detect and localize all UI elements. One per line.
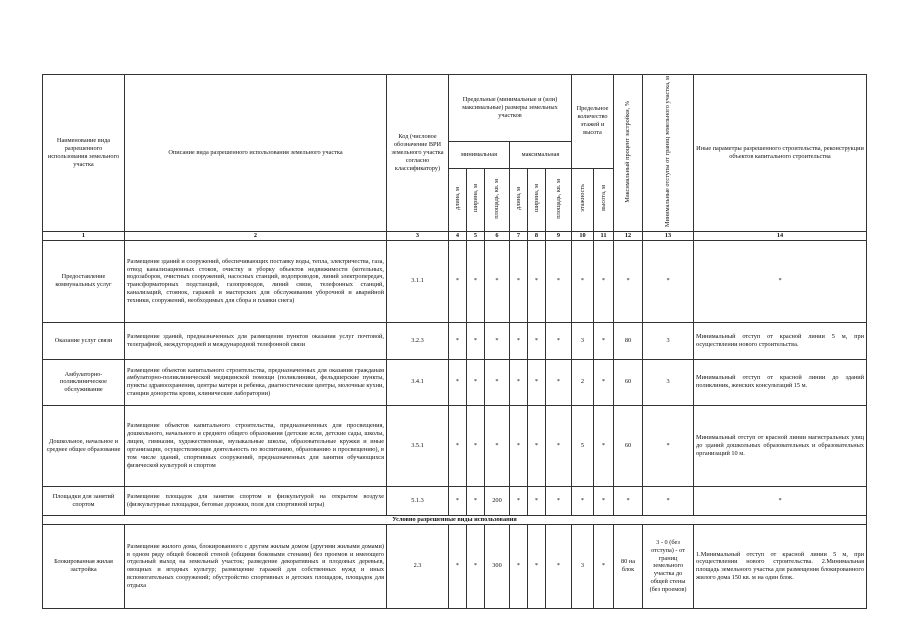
header-floors-count: этажность (572, 168, 594, 231)
row-name: Площадки для занятий спортом (43, 486, 125, 515)
header-max: максимальная (510, 142, 572, 168)
row-cell: 5 (572, 405, 594, 486)
table-row-communications (43, 322, 867, 359)
section-title: Условно разрешенные виды использования (43, 515, 867, 524)
row-name: Оказание услуг связи (43, 322, 125, 359)
row-cell: * (467, 240, 485, 322)
permitted-uses-body (43, 240, 867, 608)
row-cell: * (594, 524, 614, 608)
header-min: минимальная (449, 142, 510, 168)
column-number: 11 (594, 231, 614, 240)
row-cell: * (449, 405, 467, 486)
row-cell: * (546, 524, 572, 608)
table-row-education (43, 405, 867, 486)
header-other: Иные параметры разрешенного строительства, реконструкции объектов капитального строительства (694, 75, 867, 232)
row-cell: * (528, 359, 546, 405)
column-number: 13 (643, 231, 694, 240)
row-cell: * (614, 486, 643, 515)
row-cell: * (467, 359, 485, 405)
header-min-length: длина, м (449, 168, 467, 231)
zoning-regulations-page (42, 74, 866, 609)
row-name: Блокированная жилая застройка (43, 524, 125, 608)
row-cell: * (572, 486, 594, 515)
row-cell: * (510, 359, 528, 405)
row-cell: * (546, 405, 572, 486)
row-cell: * (467, 405, 485, 486)
row-cell: * (546, 359, 572, 405)
row-cell: * (467, 524, 485, 608)
table-row-sports (43, 486, 867, 515)
row-cell: 80 (614, 322, 643, 359)
column-numbers-row (43, 231, 867, 240)
table-row-blocked-housing (43, 524, 867, 608)
row-other: Минимальный отступ от красной линии до зданий поликлиник, женских консультаций 15 м. (694, 359, 867, 405)
row-cell: * (449, 240, 467, 322)
table-row-utilities (43, 240, 867, 322)
row-cell: * (449, 486, 467, 515)
row-code: 3.4.1 (387, 359, 449, 405)
row-cell: 3 (643, 359, 694, 405)
header-max-area: площадь, кв. м (546, 168, 572, 231)
header-setback: Минимальные отступы от границ земельного участка, м (643, 75, 694, 232)
row-code: 3.2.3 (387, 322, 449, 359)
header-height: высота, м (594, 168, 614, 231)
row-description: Размещение объектов капитального строительства, предназначенных для просвещения, дошкольного, начального и среднего общего образования (детские ясли, детские сады, школы, лицеи, гимназии, художественные, музыкальные школы, образовательные кружки и иные организации, осуществляющие деятельность по воспитанию, образованию и просвещению), в том числе зданий, спортивных сооружений, предназначенных для занятия обучающихся физической культурой и спортом (125, 405, 387, 486)
row-cell: 2 (572, 359, 594, 405)
column-number: 2 (125, 231, 387, 240)
row-cell: 3 (643, 322, 694, 359)
column-number: 3 (387, 231, 449, 240)
row-code: 5.1.3 (387, 486, 449, 515)
section-header-row (43, 515, 867, 524)
row-cell: * (528, 486, 546, 515)
row-cell: * (485, 240, 510, 322)
row-cell: 80 на блок (614, 524, 643, 608)
row-cell: * (643, 405, 694, 486)
row-code: 3.5.1 (387, 405, 449, 486)
row-description: Размещение объектов капитального строительства, предназначенных для оказания гражданам амбулаторно-поликлинической медицинской помощи (поликлиники, фельдшерские пункты, пункты здравоохранения, центры матери и ребенка, диагностические центры, молочные кухни, станции донорства крови, клинические лаборатории) (125, 359, 387, 405)
row-cell: * (594, 486, 614, 515)
column-number: 10 (572, 231, 594, 240)
row-cell: * (467, 322, 485, 359)
row-cell: * (546, 240, 572, 322)
row-cell: * (510, 524, 528, 608)
column-number: 7 (510, 231, 528, 240)
row-description: Размещение площадок для занятия спортом и физкультурой на открытом воздухе (физкультурные площадки, беговые дорожки, поля для спортивной игры) (125, 486, 387, 515)
row-description: Размещение зданий и сооружений, обеспечивающих поставку воды, тепла, электричества, газа, отвод канализационных стоков, очистку и уборку объектов недвижимости (котельных, водозаборов, очистных сооружений, насосных станций, водопроводов, линий электропередач, трансформаторных подстанций, газопроводов, линий связи, телефонных станций, канализаций, стоянок, гаражей и мастерских для обслуживания уборочной и аварийной техники, сооружений, необходимых для сбора и плавки снега) (125, 240, 387, 322)
row-name: Предоставление коммунальных услуг (43, 240, 125, 322)
row-cell: * (546, 486, 572, 515)
header-coverage: Максимальный процент застройки, % (614, 75, 643, 232)
header-description: Описание вида разрешенного использования земельного участка (125, 75, 387, 232)
row-name: Дошкольное, начальное и среднее общее образование (43, 405, 125, 486)
row-cell: * (594, 322, 614, 359)
row-cell: 60 (614, 359, 643, 405)
column-number: 4 (449, 231, 467, 240)
row-cell: * (510, 405, 528, 486)
row-cell: 300 (485, 524, 510, 608)
table-header (43, 75, 867, 241)
row-other: 1.Минимальный отступ от красной линии 5 м, при осуществлении нового строительства. 2.Минимальная площадь земельного участка для размещения блокированного жилого дома 150 кв. м на один блок. (694, 524, 867, 608)
row-cell: 3 (572, 322, 594, 359)
column-number: 6 (485, 231, 510, 240)
row-cell: 3 - 0 (без отступа) - от границ земельного участка до общей стены (без проемов) (643, 524, 694, 608)
row-cell: * (510, 322, 528, 359)
row-cell: * (528, 322, 546, 359)
row-name: Амбулаторно-поликлиническое обслуживание (43, 359, 125, 405)
table-row-outpatient (43, 359, 867, 405)
row-description: Размещение зданий, предназначенных для размещения пунктов оказания услуг почтовой, телеграфной, междугородней и международной телефонной связи (125, 322, 387, 359)
row-cell: * (528, 405, 546, 486)
row-cell: * (467, 486, 485, 515)
header-max-length: длина, м (510, 168, 528, 231)
row-cell: * (449, 524, 467, 608)
column-number: 9 (546, 231, 572, 240)
column-number: 12 (614, 231, 643, 240)
column-number: 5 (467, 231, 485, 240)
row-other: * (694, 486, 867, 515)
row-cell: * (594, 240, 614, 322)
header-name: Наименование вида разрешенного использования земельного участка (43, 75, 125, 232)
land-use-regulations-table (42, 74, 867, 609)
row-cell: * (485, 359, 510, 405)
header-plot-sizes: Предельные (минимальные и (или) максимальные) размеры земельных участков (449, 75, 572, 142)
header-floors: Предельное количество этажей и высота (572, 75, 614, 169)
row-cell: * (449, 359, 467, 405)
row-other: * (694, 240, 867, 322)
row-cell: * (572, 240, 594, 322)
row-cell: * (594, 359, 614, 405)
row-cell: * (643, 486, 694, 515)
row-cell: * (594, 405, 614, 486)
row-other: Минимальный отступ от красной линии 5 м, при осуществлении нового строительства. (694, 322, 867, 359)
row-description: Размещение жилого дома, блокированного с другим жилым домом (другими жилыми домами) в одном ряду общей боковой стеной (общими боковыми стенами) без проемов и имеющего отдельный выход на земельный участок; разведение декоративных и плодовых деревьев, овощных и ягодных культур; размещение гаражей для собственных нужд и иных вспомогательных сооружений; обустройство спортивных и детских площадок, площадок для отдыха (125, 524, 387, 608)
row-code: 2.3 (387, 524, 449, 608)
header-code: Код (числовое обозначение ВРИ земельного участка согласно классификатору) (387, 75, 449, 232)
row-cell: * (510, 486, 528, 515)
row-cell: * (449, 322, 467, 359)
header-min-area: площадь, кв. м (485, 168, 510, 231)
row-other: Минимальный отступ от красной линии магистральных улиц до зданий дошкольных образовательных и образовательных организаций 10 м. (694, 405, 867, 486)
row-cell: 3 (572, 524, 594, 608)
row-cell: * (528, 240, 546, 322)
row-cell: * (510, 240, 528, 322)
row-cell: * (643, 240, 694, 322)
row-cell: * (546, 322, 572, 359)
row-cell: * (485, 405, 510, 486)
column-number: 8 (528, 231, 546, 240)
column-number: 14 (694, 231, 867, 240)
row-cell: * (614, 240, 643, 322)
row-cell: * (528, 524, 546, 608)
header-min-width: ширина, м (467, 168, 485, 231)
row-cell: 60 (614, 405, 643, 486)
row-cell: 200 (485, 486, 510, 515)
row-code: 3.1.1 (387, 240, 449, 322)
row-cell: * (485, 322, 510, 359)
column-number: 1 (43, 231, 125, 240)
header-max-width: ширина, м (528, 168, 546, 231)
